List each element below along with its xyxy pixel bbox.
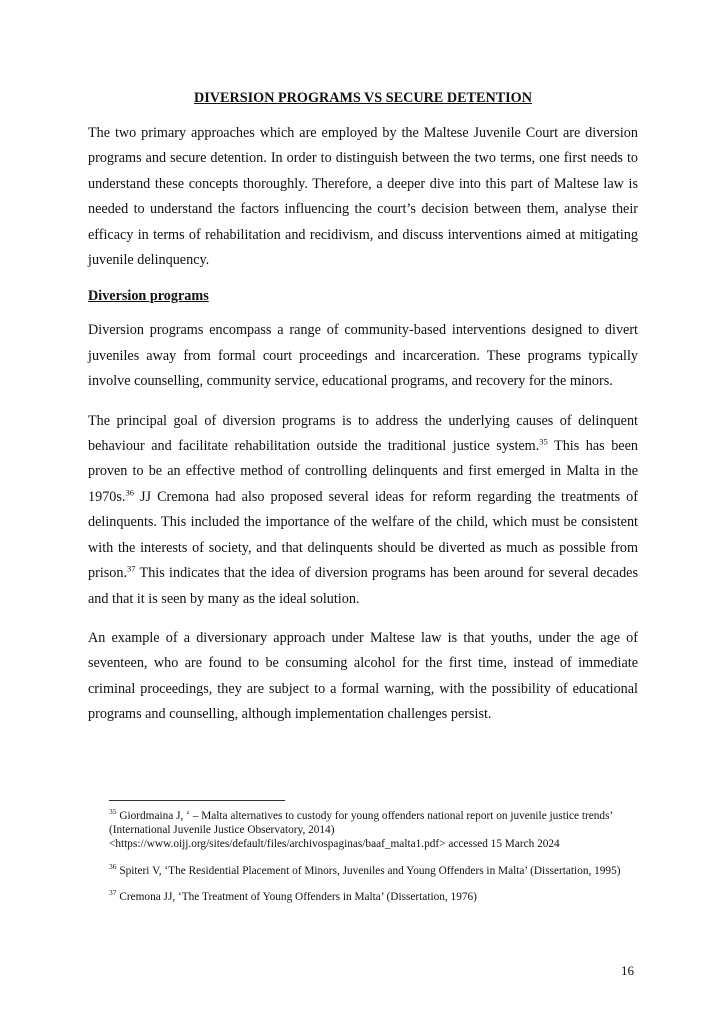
footnote-text: Cremona JJ, ‘The Treatment of Young Offenders in Malta’ (Dissertation, 1976) xyxy=(116,890,477,903)
footnote-text: Spiteri V, ‘The Residential Placement of Minors, Juveniles and Young Offenders in Malta’ (Dissertation, 1995) xyxy=(116,864,621,877)
footnotes xyxy=(109,809,639,916)
footnote-number: 37 xyxy=(109,888,117,898)
paragraph-text: This indicates that the idea of diversion programs has been around for several decades and that it is seen by many as the ideal solution. xyxy=(88,565,638,607)
footnote-number: 36 xyxy=(109,861,117,871)
paragraph-example: An example of a diversionary approach under Maltese law is that youths, under the age of seventeen, who are found to be consuming alcohol for the first time, instead of immediate criminal proceedings, they are subject to a formal warning, with the possibility of educational programs and counselling, although implementation challenges persist. xyxy=(88,629,638,723)
footnote-36 xyxy=(109,861,639,878)
paragraph-text: This has been proven to be an effective method of controlling delinquents and first emerged in Malta in the 1970s. xyxy=(88,438,638,505)
paragraph-principal-goal xyxy=(88,409,638,612)
footnote-number: 35 xyxy=(109,807,117,817)
paragraph-text: JJ Cremona had also proposed several ideas for reform regarding the treatments of delinquents. This included the importance of the welfare of the child, which must be consistent with the interests of society, and that delinquents should be diverted as much as possible from prison. xyxy=(88,488,638,582)
intro-paragraph: The two primary approaches which are employed by the Maltese Juvenile Court are diversion programs and secure detention. In order to distinguish between the two terms, one first needs to understand these concepts thoroughly. Therefore, a deeper dive into this part of Maltese law is needed to understand the factors influencing the court’s decision between them, analyse their efficacy in terms of rehabilitation and recidivism, and discuss interventions aimed at mitigating juvenile delinquency. xyxy=(88,125,638,269)
footnote-37 xyxy=(109,890,639,904)
footnote-reference[interactable]: 35 xyxy=(539,436,548,447)
footnote-reference[interactable]: 37 xyxy=(127,563,136,574)
footnote-text: Giordmaina J, ‘ – Malta alternatives to custody for young offenders national report on juvenile justice trends’ (International Juvenile Justice Observatory, 2014) <https://www.oijj.org/sites/default/files/archivospaginas/baaf_malta1.pdf> accessed 15 March 2024 xyxy=(109,810,613,851)
section-heading: Diversion programs xyxy=(88,288,209,305)
page-title: DIVERSION PROGRAMS VS SECURE DETENTION xyxy=(194,90,532,106)
footnote-reference[interactable]: 36 xyxy=(125,487,134,498)
paragraph-definition: Diversion programs encompass a range of community-based interventions designed to divert juveniles away from formal court proceedings and incarceration. These programs typically involve counselling, community service, educational programs, and recovery for the minors. xyxy=(88,322,638,390)
paragraph-text: The principal goal of diversion programs is to address the underlying causes of delinquent behaviour and facilitate rehabilitation outside the traditional justice system. xyxy=(88,412,638,455)
footnote-35 xyxy=(109,809,639,852)
footnote-separator xyxy=(109,800,285,801)
main-content xyxy=(88,89,638,742)
page-number: 16 xyxy=(621,963,634,978)
